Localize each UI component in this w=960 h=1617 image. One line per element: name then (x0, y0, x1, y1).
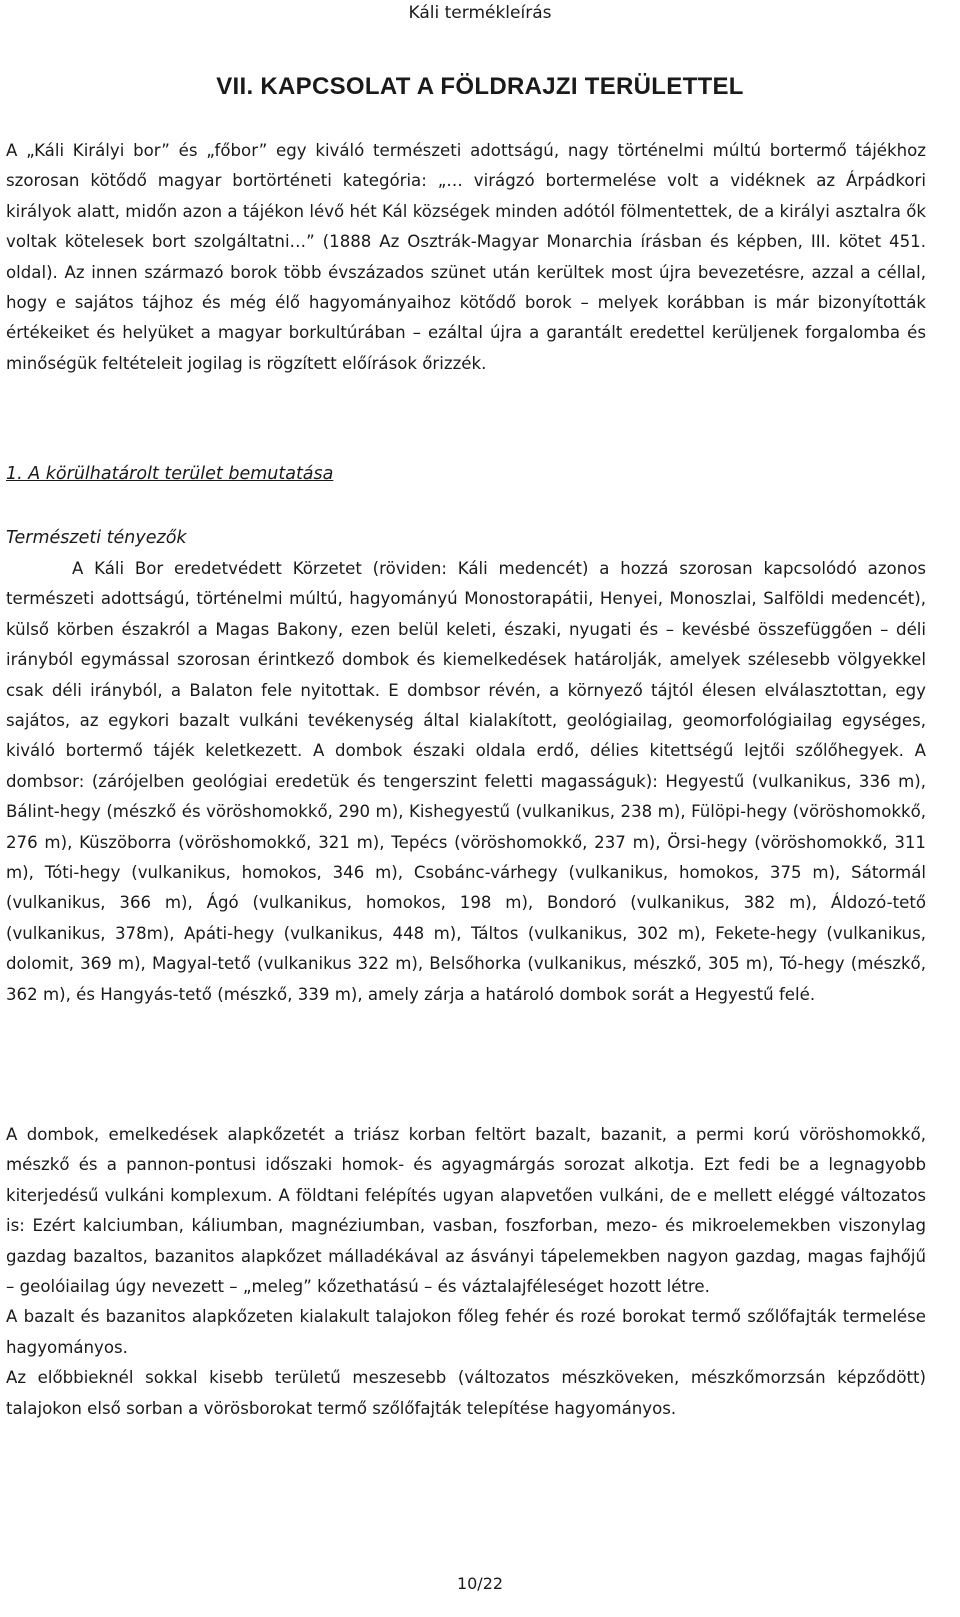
subheading-natural-factors: Természeti tényezők (6, 528, 187, 548)
subheading-block (6, 523, 926, 553)
intro-block (6, 136, 926, 379)
limestone-soil-paragraph: Az előbbieknél sokkal kisebb területű meszesebb (változatos mészköveken, mészkőmorzsán képződött) talajokon első sorban a vörösborokat termő szőlőfajták telepítése hagyományos. (6, 1368, 926, 1418)
geology-block (6, 1120, 926, 1424)
running-header: Káli termékleírás (408, 3, 552, 23)
basalt-soil-paragraph: A bazalt és bazanitos alapkőzeten kialakult talajokon főleg fehér és rozé borokat termő szőlőfajták termelése hagyományos. (6, 1307, 926, 1357)
chapter-title: VII. KAPCSOLAT A FÖLDRAJZI TERÜLETTEL (216, 73, 744, 100)
geology-paragraph: A dombok, emelkedések alapkőzetét a triász korban feltört bazalt, bazanit, a permi korú vöröshomokkő, mészkő és a pannon-pontusi időszaki homok- és agyagmárgás sorozat alkotja. Ezt fedi be a legnagyobb kiterjedésű vulkáni komplexum. A földtani felépítés ugyan alapvetően vulkáni, de e mellett eléggé változatos is: Ezért kalciumban, káliumban, magnéziumban, vasban, foszforban, mezo- és mikroelemekben viszonylag gazdag bazaltos, bazanitos alapkőzet málladékával az ásványi tápelemekben nagyon gazdag, magas fajhőjű – geolóiailag úgy nevezett – „meleg” kőzethatású – és váztalajféleséget hozott létre. (6, 1125, 926, 1297)
intro-paragraph: A „Káli Királyi bor” és „főbor” egy kiváló természeti adottságú, nagy történelmi múltú bortermő tájékhoz szorosan kötődő magyar bortörténeti kategória: „… virágzó bortermelése volt a vidéknek az Árpádkori királyok alatt, midőn azon a tájékon lévő hét Kál községek minden adótól fölmentettek, de a királyi asztalra ők voltak kötelesek bort szolgáltatni…” (1888 Az Osztrák-Magyar Monarchia írásban és képben, III. kötet 451. oldal). Az innen származó borok több évszázados szünet után kerültek most újra bevezetésre, azzal a céllal, hogy e sajátos tájhoz és még élő hagyományaihoz kötődő borok – melyek korábban is már bizonyították értékeiket és helyüket a magyar borkultúrában – ezáltal újra a garantált eredettel kerüljenek forgalomba és minőségük feltételeit jogilag is rögzített előírások őrizzék. (6, 141, 926, 373)
natural-factors-paragraph: A Káli Bor eredetvédett Körzetet (röviden: Káli medencét) a hozzá szorosan kapcsolódó azonos természeti adottságú, történelmi múltú, hagyományú Monostorapátii, Henyei, Monoszlai, Salföldi medencét), külső körben északról a Magas Bakony, ezen belül keleti, északi, nyugati és – kevésbé összefüggően – déli irányból egymással szorosan érintkező dombok és kiemelkedések határolják, amelyek szélesebb völgyekkel csak déli irányból, a Balaton fele nyitottak. E dombsor révén, a környező tájtól élesen elválasztottan, egy sajátos, az egykori bazalt vulkáni tevékenység által kialakított, geológiailag, geomorfológiailag egységes, kiváló bortermő tájék keletkezett. A dombok északi oldala erdő, délies kitettségű lejtői szőlőhegyek. A dombsor: (zárójelben geológiai eredetük és tengerszint feletti magasságuk): Hegyestű (vulkanikus, 336 m), Bálint-hegy (mészkő és vöröshomokkő, 290 m), Kishegyestű (vulkanikus, 238 m), Fülöpi-hegy (vöröshomokkő, 276 m), Küszöborra (vöröshomokkő, 321 m), Tepécs (vöröshomokkő, 237 m), Örsi-hegy (vöröshomokkő, 311 m), Tóti-hegy (vulkanikus, homokos, 346 m), Csobánc-várhegy (vulkanikus, homokos, 375 m), Sátormál (vulkanikus, 366 m), Ágó (vulkanikus, homokos, 198 m), Bondoró (vulkanikus, 382 m), Áldozó-tető (vulkanikus, 378m), Apáti-hegy (vulkanikus, 448 m), Táltos (vulkanikus, 302 m), Fekete-hegy (vulkanikus, dolomit, 369 m), Magyal-tető (vulkanikus 322 m), Belsőhorka (vulkanikus, mészkő, 305 m), Tó-hegy (mészkő, 362 m), és Hangyás-tető (mészkő, 339 m), amely zárja a határoló dombok sorát a Hegyestű felé. (6, 559, 926, 1004)
section-heading-block (6, 459, 926, 489)
section-heading: 1. A körülhatárolt terület bemutatása (6, 464, 334, 484)
page-number: 10/22 (456, 1574, 504, 1593)
natural-factors-block (6, 554, 926, 1010)
